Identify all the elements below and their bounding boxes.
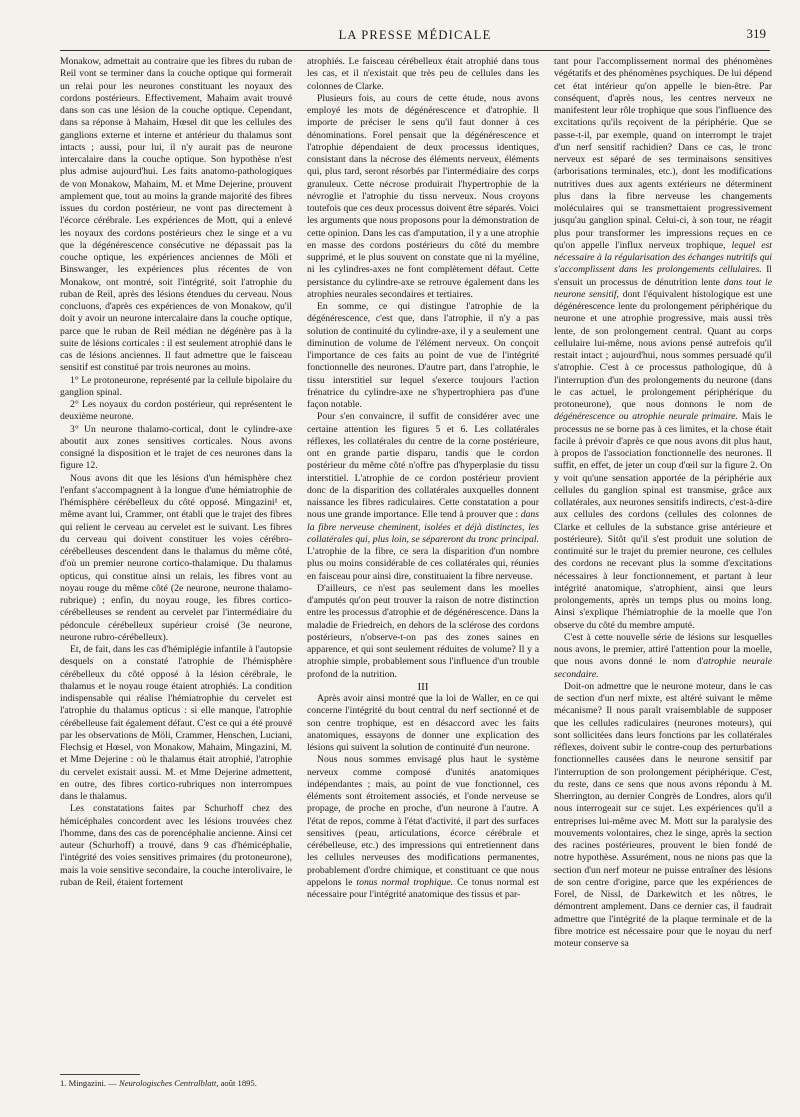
italic-run: lequel est nécessaire à la régularisation des échanges nutritifs qui s'accomplissent dans les prolongements cellulaires. — [554, 239, 773, 276]
page-number: 319 — [746, 26, 766, 41]
paragraph: Et, de fait, dans les cas d'hémiplégie infantile à l'autopsie desquels on a constaté l'atrophie de l'hémisphère cérébelleux du côté opposé à la lésion cérébrale, le thalamus et le noyau rouge étaient atrophiés. La condition indispensable qui réalise l'hémiatrophie du cervelet est l'atrophie du thalamus opticus : si elle manque, l'atrophie cérébelleuse fait également défaut. C'est ce qui a été prouvé par les observations de Möli, Crammer, Henschen, Luciani, Flechsig et Hœsel, von Monakow, Mahaim, Mingazini, M. et Mme Dejerine : où le thalamus était atrophié, l'atrophie du cervelet existait aussi. M. et Mme Dejerine admettent, en outre, des fibres cortico-rubriques non interrompues dans le thalamus. — [60, 644, 292, 802]
header-rule — [60, 50, 770, 51]
column-1 — [60, 56, 292, 889]
text-run: Mais le processus ne se borne pas à ces limites, et la chose était facile à prévoir d'après ce que nous avons dit plus haut, à propos de l'association fonctionnelle des neurones. Il suffit, en effet, de jeter un coup d'œil sur la figure 2. On y voit qu'une sensation apportée de la périphérie aux cellules du ganglion spinal est transmise, grâce aux collatérales, aux neurones sensitifs indirects, c'est-à-dire aux cellules des cordons (cellules des colonnes de Clarke et cellules de la substance grise antérieure et postérieure). Sitôt qu'il s'est produit une solution de continuité sur le trajet du premier neurone, ces cellules des cordons ne recevant plus la somme d'excitations nécessaires à leur fonctionnement, et partant à leur intégrité anatomique, s'atrophient, ainsi que leurs prolongements, après un temps plus ou moins long. Ainsi s'explique l'hémiatrophie de la moelle que l'on observe du côté du membre amputé. — [554, 411, 773, 631]
paragraph: Monakow, admettait au contraire que les fibres du ruban de Reil vont se terminer dans la couche optique qui formerait un relai pour les neurones constituant les noyaux des cordons postérieurs. Effectivement, Mahaim avait trouvé dans son cas une lésion de la couche optique. Cependant, dans sa réponse à Mahaim, Hœsel dit que les cellules des ganglions externe et interne et antérieur du thalamus sont intacts ; aussi, pour lui, il n'y aurait pas de neurone intercalaire dans la couche optique. Son hypothèse n'est plus admise aujourd'hui. Les faits anatomo-pathologiques de von Monakow, Mahaim, M. et Mme Dejerine, prouvent amplement que, tout au moins la grande majorité des fibres issues du cordon postérieur, ne vont pas directement à l'écorce cérébrale. Les expériences de Mott, qui a enlevé les noyaux des cordons postérieurs chez le singe et a vu que la dégénérescence consécutive ne dépassait pas la couche optique, les expériences anciennes de Möli et Binswanger, les expériences plus récentes de von Monakow, ont montré, soit l'intégrité, soit l'atrophie du ruban de Reil, après des lésions étendues du cerveau. Nous concluons, d'après ces expériences de von Monakow, qu'il doit y avoir un neurone intercalaire dans la couche optique, parce que le ruban de Reil médian ne dégénère pas à la suite de lésions corticales : il est seulement atrophié dans le cas de lésions anciennes. Il faut admettre que le faisceau sensitif est constitué par trois neurones au moins. — [60, 56, 292, 374]
italic-run: atrophie neurale secondaire. — [554, 656, 772, 680]
paragraph: Après avoir ainsi montré que la loi de Waller, en ce qui concerne l'intégrité du bout central du nerf sectionné et de son centre trophique, est en désaccord avec les faits anatomiques, essayons de donner une explication des lésions qui suivent la solution de continuité d'un neurone. — [307, 693, 539, 753]
paragraph — [554, 56, 772, 632]
journal-title: LA PRESSE MÉDICALE — [338, 28, 492, 42]
paragraph: En somme, ce qui distingue l'atrophie de la dégénérescence, c'est que, dans l'atrophie, il n'y a pas solution de continuité du cylindre-axe, il y a seulement une diminution de volume de l'élément nerveux. On conçoit l'importance de ces faits au point de vue de l'intégrité fonctionnelle des neurones. D'autre part, dans l'atrophie, le tissu interstitiel sur lequel s'exerce toujours l'action frénatrice du cylindre-axe ne s'hypertrophiera pas d'une façon notable. — [307, 301, 539, 410]
paragraph: atrophiés. Le faisceau cérébelleux était atrophié dans tous les cas, et il n'existait que très peu de cellules dans les colonnes de Clarke. — [307, 56, 539, 92]
running-header — [60, 26, 770, 46]
column-3 — [554, 56, 772, 950]
italic-run: dégénérescence ou atrophie neurale primaire. — [554, 411, 738, 423]
paragraph: Nous avons dit que les lésions d'un hémisphère chez l'enfant s'accompagnent à la longue d'une hémiatrophie de l'hémisphère cérébelleux du côté opposé. Mingazini¹ et, même avant lui, Crammer, ont établi que le trajet des fibres qui relient le cerveau au cervelet est le suivant. Les fibres du cerveau qui doivent constituer les voies cérébro-cérébelleuses descendent dans le thalamus du même côté, d'où un premier neurone cortico-thalamique. Du thalamus opticus, qui constitue ainsi un relais, les fibres vont au noyau rouge du même côté (2e neurone, neurone thalamo-rubrique) ; enfin, du noyau rouge, les fibres cortico-cérébelleuses se rendent au cervelet par l'intermédiaire du pédoncule cérébelleux supérieur croisé (3e neurone, neurone rubro-cérébelleux). — [60, 472, 292, 643]
paragraph: Doit-on admettre que le neurone moteur, dans le cas de section d'un nerf mixte, est altéré suivant le même mécanisme? Il nous paraît vraisemblable de supposer que les cellules radiculaires (neurones moteurs), qui sont sollicitées dans leurs fonctions par les collatérales réflexes, doivent subir le contre-coup des perturbations fonctionnelles causées dans le neurone sensitif par l'interruption de son prolongement périphérique. C'est, du reste, dans ce sens que nous avons répondu à M. Sherrington, au dernier Congrès de Londres, alors qu'il nous interrogeait sur ce sujet. Les expériences qu'il a entreprises lui-même avec M. Mott sur la paralysie des mouvements volontaires, chez le singe, après la section des racines postérieures, prouvent le bien fondé de notre hypothèse. Assurément, nous ne nions pas que la section d'un nerf moteur ne puisse entraîner des lésions de son centre d'origine, parce que les expériences de Forel, de Nissl, de Darkewitch et les nôtres, le démontrent amplement. Dans ce dernier cas, il faudrait admettre que l'intégrité de la plaque terminale et de la fibre motrice est nécessaire pour que le noyau du nerf moteur conserve sa — [554, 680, 772, 949]
italic-run: tonus normal trophique. — [356, 876, 454, 888]
text-run: Il s'ensuit un processus de dénutrition lente — [554, 264, 772, 288]
paragraph — [554, 632, 772, 681]
footnote-lead: 1. Mingazini. — — [60, 1078, 119, 1088]
text-run: dont l'équivalent histologique est une dégénérescence lente du prolongement périphérique du neurone et une atrophie progressive, mais aussi très lente, de son prolongement central. Quant au corps cellulaire lui-même, nous avions pensé autrefois qu'il restait intact ; aujourd'hui, nous sommes persuadé qu'il s'atrophie. C'est à ce processus pathologique, dû à l'interruption d'un des prolongements du neurone (dans le cas actuel, le prolongement périphérique du protoneurone), que nous donnons le nom de — [554, 288, 772, 410]
text-run: Pour s'en convaincre, il suffit de considérer avec une certaine attention les figures 5 et 6. Les collatérales réflexes, les collatérales du centre de la corne postérieure, ont en grande partie disparu, tandis que le cordon postérieur du même côté n'offre pas d'hyperplasie du tissu interstitiel. L'atrophie de ce cordon postérieur provient donc de la disparition des collatérales auxquelles donnent naissance les fibres radiculaires. Cette constatation a pour nous une grande importance. Elle tend à prouver que : — [307, 411, 539, 521]
footnote-rule — [60, 1074, 140, 1075]
text-run: C'est à cette nouvelle série de lésions sur lesquelles nous avons, le premier, attiré l'attention pour la moelle, que nous avons donné le nom d' — [554, 631, 772, 668]
footnote — [60, 1078, 292, 1088]
section-heading: III — [417, 680, 429, 693]
paragraph: Les constatations faites par Schurhoff chez des hémicéphales concordent avec les lésions trouvées chez l'homme, dans des cas de porencéphalie ancienne. Ainsi cet auteur (Schurhoff) a trouvé, dans 9 cas d'hémicéphalie, l'intégrité des voies sensitives primaires (du protoneurone), mais la voie sensitive secondaire, la couche interolivaire, le ruban de Reil, étaient fortement — [60, 803, 292, 888]
text-run: Ce tonus normal est nécessaire pour l'intégrité anatomique des tissus et par- — [307, 876, 539, 900]
footnote-date: août 1895. — [218, 1078, 257, 1088]
footnote-journal: Neurologisches Centralblatt, — [118, 1078, 219, 1088]
column-2 — [307, 56, 539, 901]
paragraph: D'ailleurs, ce n'est pas seulement dans les moelles d'amputés qu'on peut trouver la raison de notre distinction entre les processus d'atrophie et de dégénérescence. Dans la maladie de Friedreich, en dehors de la sclérose des cordons postérieurs, n'observe-t-on pas des zones saines en apparence, et qui sont seulement réduites de volume? Il y a atrophie simple, probablement sous l'influence d'un trouble profond de la nutrition. — [307, 582, 539, 680]
italic-run: dans la fibre nerveuse cheminent, isolées et déjà distinctes, les collatérales qui, plus loin, se sépareront du tronc principal. — [307, 509, 539, 545]
text-run: tant pour l'accomplissement normal des phénomènes végétatifs et des phénomènes psychiques. De lui dépend cet état intérieur qu'on appelle le bien-être. Par conséquent, d'après nous, les centres nerveux ne manifestent leur rôle trophique que sous l'influence des excitations qu'ils reçoivent de la périphérie. Que se passe-t-il, par exemple, quand on interrompt le trajet d'un nerf sensitif rachidien? Dans ce cas, le tronc nerveux est séparé de ses terminaisons sensitives (arborisations terminales, etc.), dont les modifications nutritives dues aux agents extérieurs ne déterminent plus dans la fibre nerveuse les changements moléculaires qui se transmettaient progressivement jusqu'au ganglion spinal. Celui-ci, à son tour, ne réagit plus pour transformer les impressions reçues en ce qu'on appelle l'influx nerveux trophique, — [554, 56, 772, 251]
text-run: Nous nous sommes envisagé plus haut le système nerveux comme composé d'unités anatomiques indépendantes ; mais, au point de vue fonctionnel, ces éléments sont étroitement associés, et l'onde nerveuse se propage, de proche en proche, d'un neurone à l'autre. A l'état de repos, comme à l'état d'activité, il part des surfaces sensitives (peau, articulations, écorce cérébrale et cérébelleuse, etc.) des impressions qui entretiennent dans les cellules nerveuses des modifications permanentes, probablement d'ordre chimique, et constituant ce que nous appelons le — [307, 754, 539, 888]
paragraph — [307, 411, 539, 583]
italic-run: dans tout le neurone sensitif, — [554, 276, 772, 300]
paragraph: 2° Les noyaux du cordon postérieur, qui représentent le deuxième neurone. — [60, 399, 292, 423]
paragraph: 3° Un neurone thalamo-cortical, dont le cylindre-axe aboutit aux zones sensitives corticales. Nous avons consigné la disposition et le trajet de ces neurones dans la figure 12. — [60, 423, 292, 472]
text-run: L'atrophie de la fibre, ce sera la disparition d'un nombre plus ou moins considérable de ces collatérales qui, réunies en faisceau pour ainsi dire, constituaient la fibre nerveuse. — [307, 546, 539, 582]
paragraph — [307, 754, 539, 901]
paragraph: 1° Le protoneurone, représenté par la cellule bipolaire du ganglion spinal. — [60, 374, 292, 398]
paragraph: Plusieurs fois, au cours de cette étude, nous avons employé les mots de dégénérescence et d'atrophie. Il importe de préciser le sens qu'il faut donner à ces dénominations. Forel pensait que la dégénérescence et l'atrophie dépendaient de deux processus identiques, consistant dans la nécrose des éléments nerveux, éléments qui, plus tard, seront résorbés par l'intermédiaire des corps granuleux. Cette nécrose produirait l'hypertrophie de la névroglie et l'atrophie du tissu nerveux. Nous croyons toutefois que ces deux processus doivent être séparés. Voici les arguments que nous proposons pour la démonstration de cette opinion. Dans les cas d'amputation, il y a une atrophie en masse des cordons postérieurs du côté du membre supprimé, et le plus souvent on constate que ni la myéline, ni les cylindres-axes ne font complètement défaut. Cette persistance du cylindre-axe se retrouve également dans les atrophies neurales secondaires et tertiaires. — [307, 92, 539, 300]
